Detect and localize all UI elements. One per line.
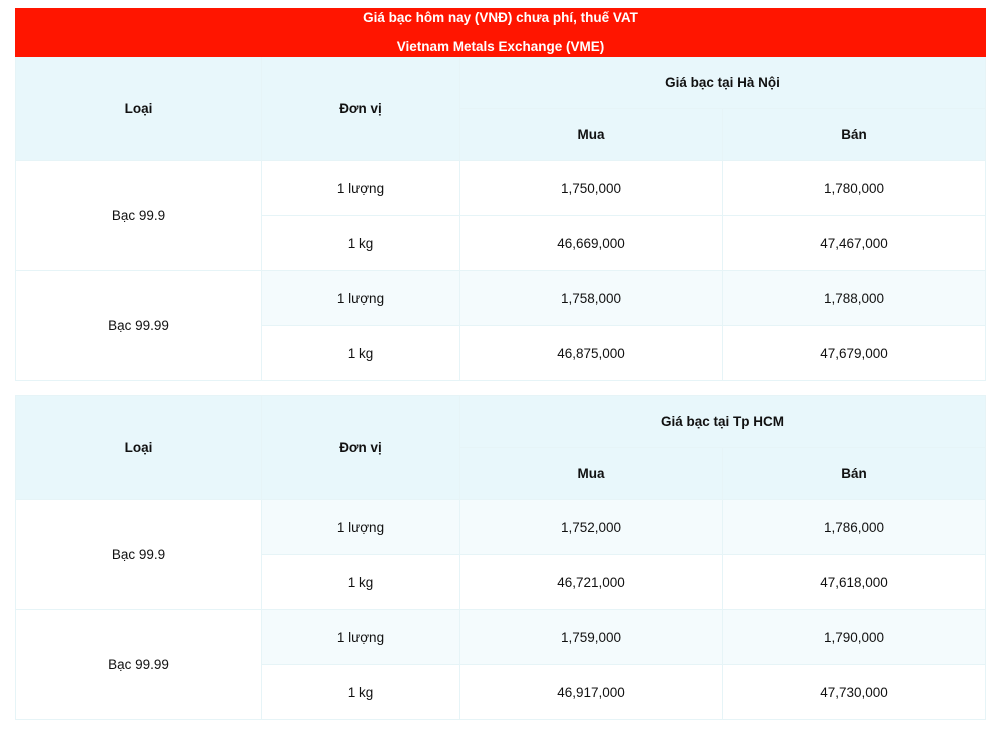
sell-cell: 47,679,000 <box>723 326 986 381</box>
unit-cell: 1 lượng <box>262 161 460 216</box>
table-row <box>16 161 986 216</box>
sell-cell: 47,730,000 <box>723 665 986 720</box>
buy-cell: 46,917,000 <box>460 665 723 720</box>
sell-cell: 1,786,000 <box>723 500 986 555</box>
type-cell: Bạc 99.9 <box>16 500 262 610</box>
sell-cell: 1,780,000 <box>723 161 986 216</box>
column-header-sell: Bán <box>723 109 986 161</box>
type-cell: Bạc 99.99 <box>16 610 262 720</box>
table-row <box>16 500 986 555</box>
sell-cell: 47,618,000 <box>723 555 986 610</box>
sell-cell: 1,788,000 <box>723 271 986 326</box>
section-spacer <box>16 381 986 396</box>
unit-cell: 1 kg <box>262 326 460 381</box>
buy-cell: 46,669,000 <box>460 216 723 271</box>
unit-cell: 1 kg <box>262 555 460 610</box>
buy-cell: 46,875,000 <box>460 326 723 381</box>
column-header-type: Loại <box>16 57 262 161</box>
type-cell: Bạc 99.9 <box>16 161 262 271</box>
banner-subtitle: Vietnam Metals Exchange (VME) <box>396 39 605 55</box>
type-cell: Bạc 99.99 <box>16 271 262 381</box>
buy-cell: 1,752,000 <box>460 500 723 555</box>
unit-cell: 1 lượng <box>262 500 460 555</box>
unit-cell: 1 lượng <box>262 610 460 665</box>
buy-cell: 1,750,000 <box>460 161 723 216</box>
buy-cell: 46,721,000 <box>460 555 723 610</box>
column-header-buy: Mua <box>460 109 723 161</box>
sell-cell: 1,790,000 <box>723 610 986 665</box>
unit-cell: 1 kg <box>262 216 460 271</box>
silver-price-table <box>15 8 986 720</box>
banner-row <box>16 9 986 57</box>
table-row <box>16 610 986 665</box>
banner-title: Giá bạc hôm nay (VNĐ) chưa phí, thuế VAT <box>363 10 638 25</box>
spacer-cell <box>16 381 986 396</box>
column-header-buy: Mua <box>460 448 723 500</box>
column-header-unit: Đơn vị <box>262 57 460 161</box>
unit-cell: 1 lượng <box>262 271 460 326</box>
sell-cell: 47,467,000 <box>723 216 986 271</box>
buy-cell: 1,758,000 <box>460 271 723 326</box>
unit-cell: 1 kg <box>262 665 460 720</box>
column-header-type: Loại <box>16 396 262 500</box>
column-header-sell: Bán <box>723 448 986 500</box>
column-header-unit: Đơn vị <box>262 396 460 500</box>
region-header-hanoi: Giá bạc tại Hà Nội <box>460 57 986 109</box>
buy-cell: 1,759,000 <box>460 610 723 665</box>
header-region-row <box>16 57 986 109</box>
table-row <box>16 271 986 326</box>
header-region-row <box>16 396 986 448</box>
banner <box>16 9 986 57</box>
region-header-hcm: Giá bạc tại Tp HCM <box>460 396 986 448</box>
